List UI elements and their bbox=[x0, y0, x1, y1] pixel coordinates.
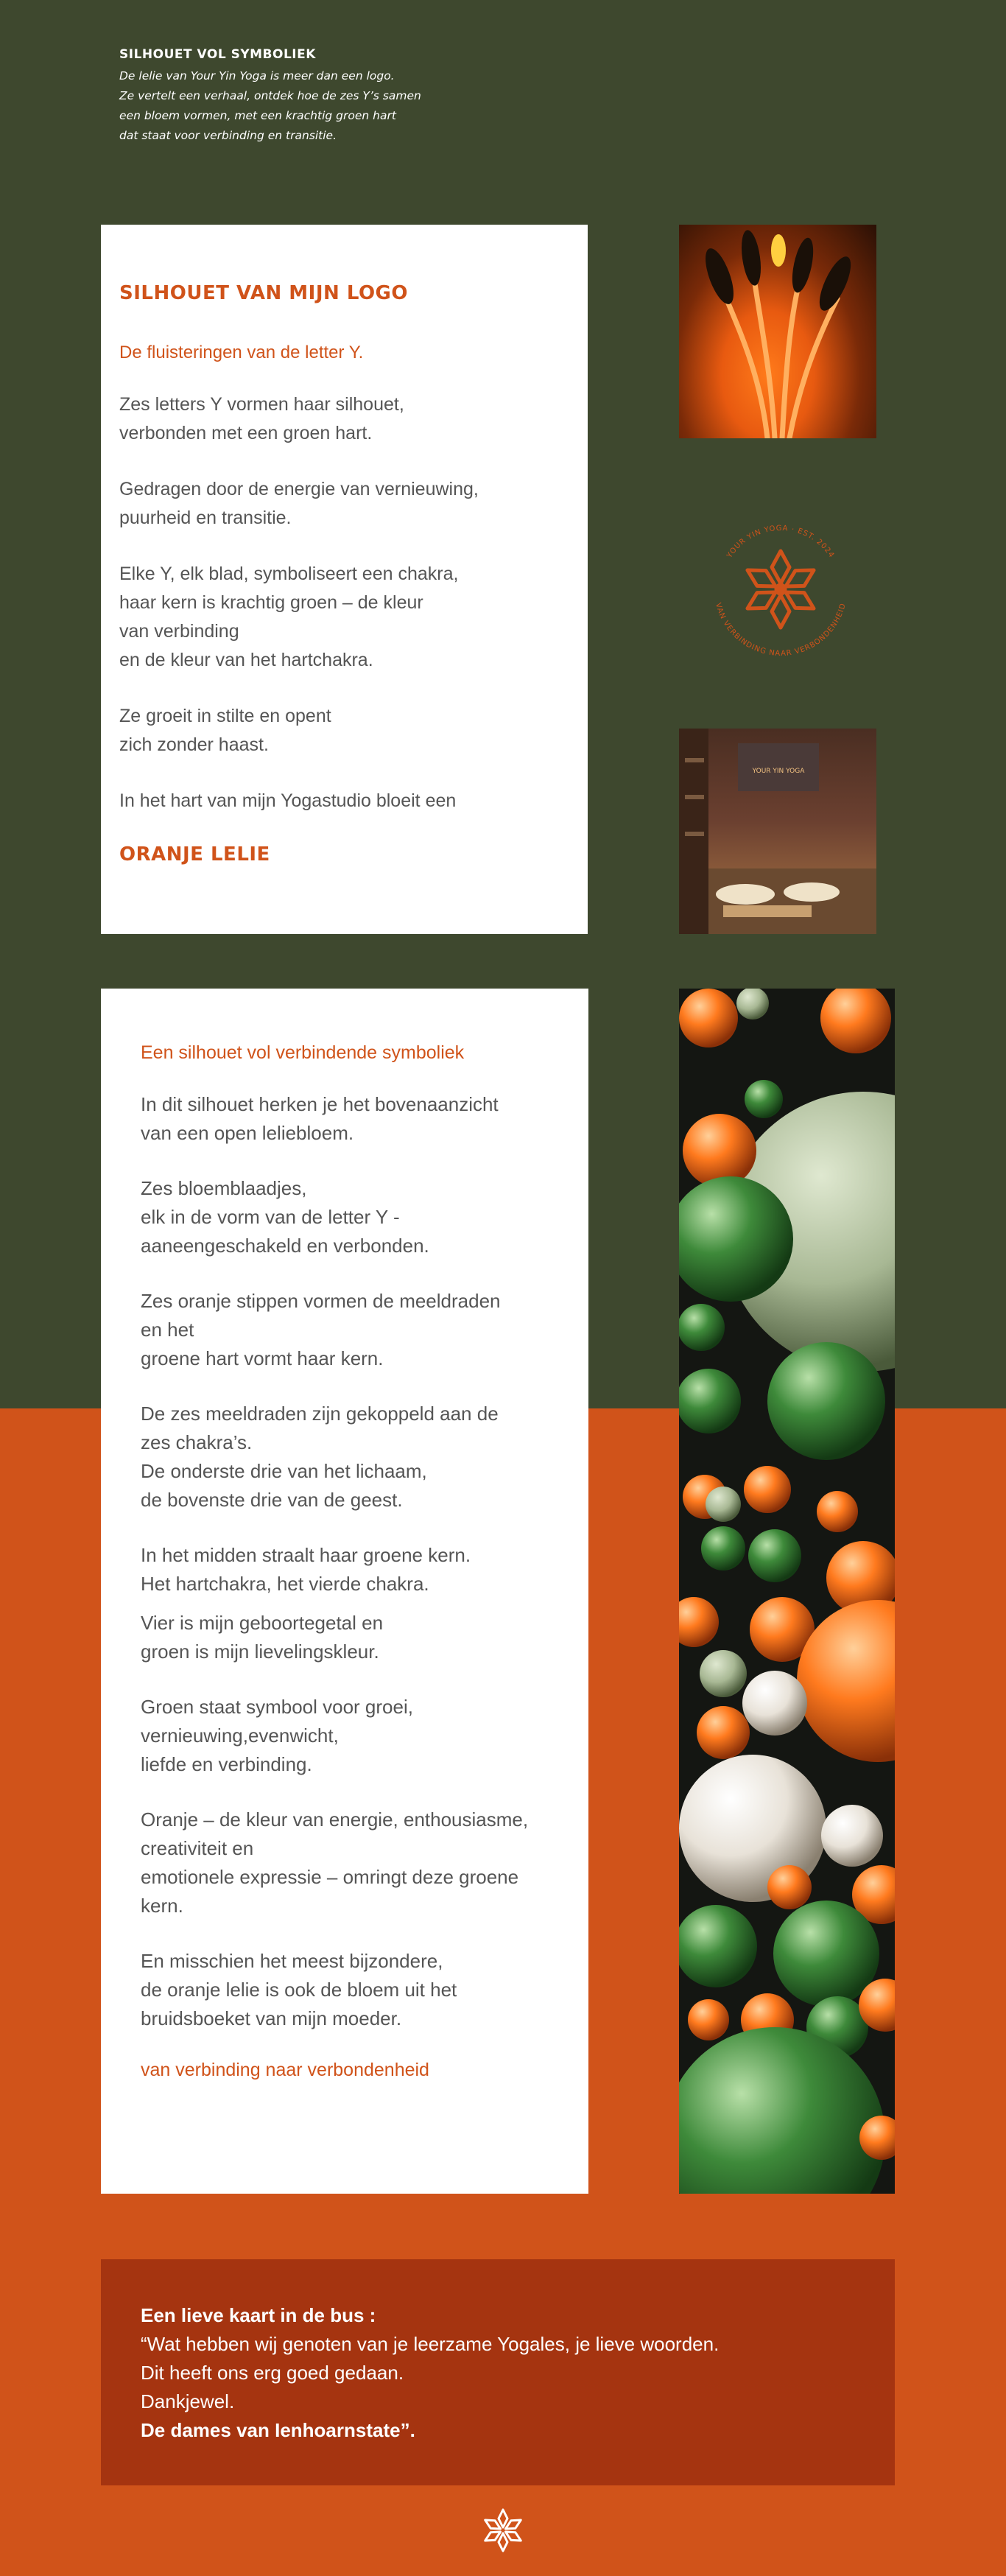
stanza-line: Zes bloemblaadjes, bbox=[141, 1177, 307, 1199]
intro-section bbox=[119, 47, 488, 146]
stanza bbox=[119, 702, 588, 759]
stanza bbox=[141, 1400, 588, 1515]
stanza-line: Elke Y, elk blad, symboliseert een chakra, bbox=[119, 564, 459, 584]
stanza bbox=[119, 787, 588, 815]
stanza bbox=[141, 1174, 588, 1260]
stanza-line: groen is mijn lievelingskleur. bbox=[141, 1640, 379, 1663]
stanza-line: vernieuwing,evenwicht, bbox=[141, 1724, 339, 1747]
lily-logo-icon bbox=[479, 2507, 527, 2554]
testimonial-line: Dankjewel. bbox=[141, 2390, 235, 2412]
stanza-line: Ze groeit in stilte en opent bbox=[119, 706, 331, 726]
stanza-line: Zes letters Y vormen haar silhouet, bbox=[119, 394, 404, 415]
stanza-line: En misschien het meest bijzondere, bbox=[141, 1950, 443, 1972]
card-subtitle: Een silhouet vol verbindende symboliek bbox=[141, 1042, 465, 1063]
stanza-line: van verbinding bbox=[119, 621, 239, 642]
stanza-line: zich zonder haast. bbox=[119, 734, 269, 755]
stanza-line: Vier is mijn geboortegetal en bbox=[141, 1612, 384, 1634]
testimonial-line: Een lieve kaart in de bus : bbox=[141, 2304, 376, 2326]
stanza-line: haar kern is krachtig groen – de kleur bbox=[119, 592, 423, 613]
stanza-line: Gedragen door de energie van vernieuwing, bbox=[119, 479, 479, 499]
stanza-line: In het midden straalt haar groene kern. bbox=[141, 1544, 471, 1566]
svg-text:VAN VERBINDING NAAR VERBONDENH bbox=[714, 602, 848, 658]
testimonial-line: “Wat hebben wij genoten van je leerzame Yogales, je lieve woorden. bbox=[141, 2333, 720, 2355]
intro-line: De lelie van Your Yin Yoga is meer dan een logo. bbox=[119, 69, 395, 83]
stanza-line: De zes meeldraden zijn gekoppeld aan de bbox=[141, 1403, 499, 1425]
stanza-line: de oranje lelie is ook de bloem uit het bbox=[141, 1979, 457, 2001]
card-title: SILHOUET VAN MIJN LOGO bbox=[119, 282, 408, 304]
stanza-line: Het hartchakra, het vierde chakra. bbox=[141, 1573, 429, 1595]
stanza-line: In dit silhouet herken je het bovenaanzicht bbox=[141, 1093, 499, 1115]
badge-top-text: YOUR YIN YOGA · EST. 2024 bbox=[725, 524, 836, 560]
stanza-line: puurheid en transitie. bbox=[119, 508, 292, 528]
stanza-line: elk in de vorm van de letter Y - bbox=[141, 1206, 400, 1228]
stanza-line: Groen staat symbool voor groei, bbox=[141, 1696, 413, 1718]
stanza-line: kern. bbox=[141, 1895, 183, 1917]
stanza-line: de bovenste drie van de geest. bbox=[141, 1489, 403, 1511]
badge-bottom-text: VAN VERBINDING NAAR VERBONDENHEID bbox=[714, 602, 848, 659]
stanza-line: verbonden met een groen hart. bbox=[119, 423, 373, 443]
stanza-line: In het hart van mijn Yogastudio bloeit een bbox=[119, 790, 457, 811]
intro-line: dat staat voor verbinding en transitie. bbox=[119, 129, 337, 142]
closing-line: van verbinding naar verbondenheid bbox=[141, 2060, 429, 2080]
yoga-studio-photo bbox=[679, 729, 876, 934]
stanza-line: emotionele expressie – omringt deze groene bbox=[141, 1866, 519, 1888]
intro-line: een bloem vormen, met een krachtig groen hart bbox=[119, 109, 396, 122]
stanza-line: liefde en verbinding. bbox=[141, 1753, 312, 1775]
stanza bbox=[119, 560, 588, 675]
stanza bbox=[119, 475, 588, 533]
stanza-line: De onderste drie van het lichaam, bbox=[141, 1460, 427, 1482]
stanza bbox=[141, 1090, 588, 1148]
stanza bbox=[141, 1947, 588, 2033]
stanza bbox=[141, 1541, 588, 1598]
yin-yoga-badge bbox=[692, 501, 869, 678]
stanza bbox=[141, 1287, 588, 1373]
bubbles-artwork bbox=[679, 989, 895, 2194]
stanza bbox=[141, 1693, 588, 1779]
symbolism-card bbox=[101, 989, 588, 2194]
intro-text bbox=[119, 66, 488, 146]
lily-logo-icon bbox=[743, 551, 818, 628]
stanza-line: aaneengeschakeld en verbonden. bbox=[141, 1235, 429, 1257]
stanza-line: zes chakra’s. bbox=[141, 1431, 253, 1453]
orange-lily-photo bbox=[679, 225, 876, 438]
testimonial-card bbox=[101, 2259, 895, 2485]
stanza-line: en de kleur van het hartchakra. bbox=[119, 650, 373, 670]
stanza bbox=[141, 1609, 588, 1666]
stanza-line: bruidsboeket van mijn moeder. bbox=[141, 2007, 402, 2029]
closing-title: ORANJE LELIE bbox=[119, 843, 270, 866]
stanza-line: creativiteit en bbox=[141, 1837, 254, 1859]
stanza-line: groene hart vormt haar kern. bbox=[141, 1347, 384, 1369]
stanza bbox=[141, 1805, 588, 1920]
stanza-line: Oranje – de kleur van energie, enthousiasme, bbox=[141, 1808, 529, 1831]
card-subtitle: De fluisteringen van de letter Y. bbox=[119, 343, 364, 362]
intro-line: Ze vertelt een verhaal, ontdek hoe de zes Y’s samen bbox=[119, 89, 421, 102]
studio-sign-text: YOUR YIN YOGA bbox=[752, 768, 805, 775]
stanza bbox=[119, 390, 588, 448]
logo-story-card bbox=[101, 225, 588, 934]
stanza-line: van een open leliebloem. bbox=[141, 1122, 354, 1144]
testimonial-line: Dit heeft ons erg goed gedaan. bbox=[141, 2362, 404, 2384]
testimonial-line: De dames van Ienhoarnstate”. bbox=[141, 2419, 415, 2441]
intro-heading: SILHOUET VOL SYMBOLIEK bbox=[119, 47, 316, 62]
stanza-line: en het bbox=[141, 1319, 194, 1341]
stanza-line: Zes oranje stippen vormen de meeldraden bbox=[141, 1290, 501, 1312]
